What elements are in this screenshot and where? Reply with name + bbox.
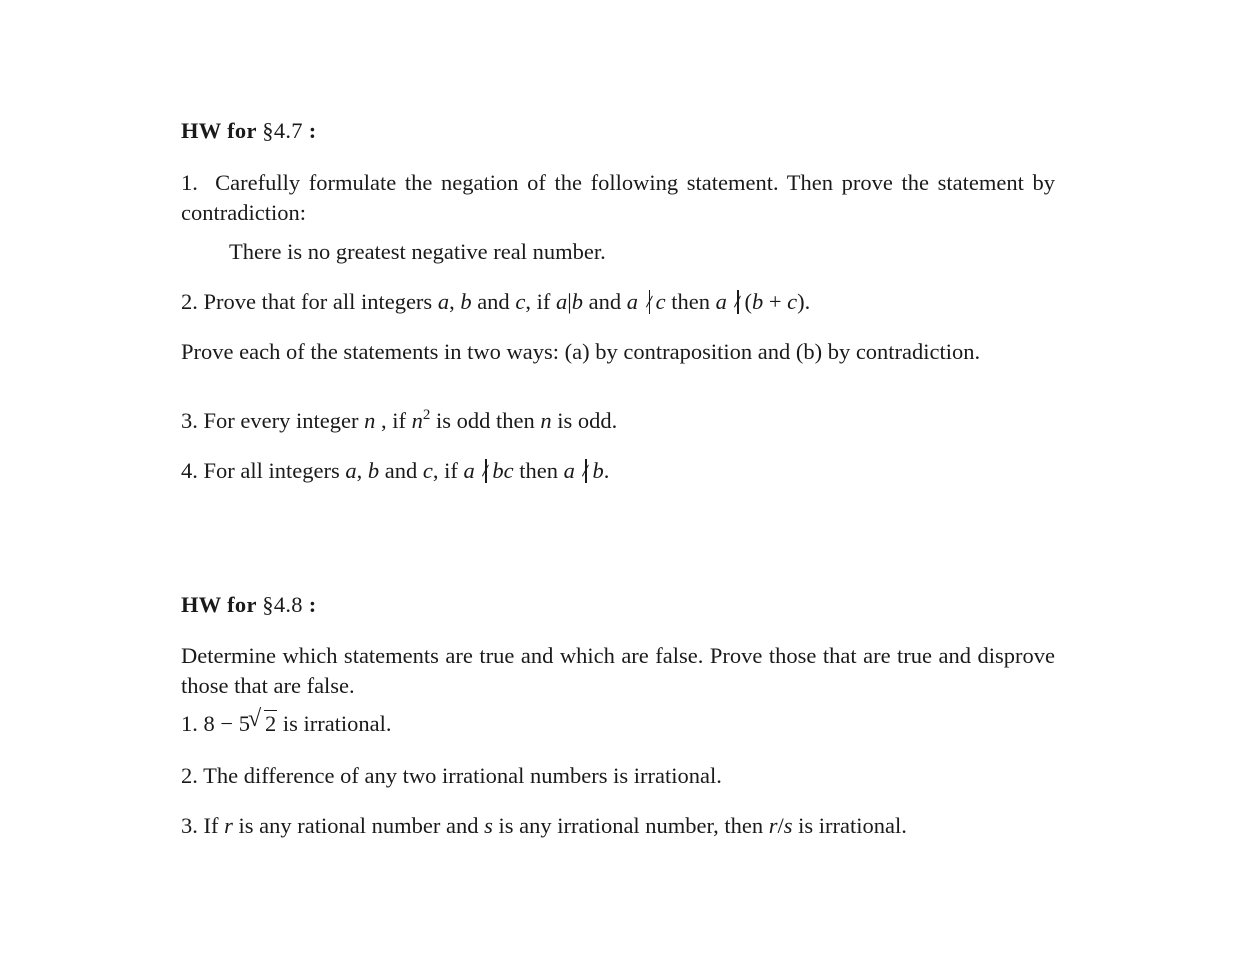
not-divides-symbol: [732, 291, 744, 313]
instructions-paragraph: Prove each of the statements in two ways: (a) by contraposition and (b) by contradiction.: [181, 339, 981, 364]
math-var: c: [515, 289, 526, 314]
math-var: bc: [492, 458, 514, 483]
math-var: b: [460, 289, 472, 314]
problem-4: 4. For all integers a, b and c, if a bc then a b.: [181, 458, 610, 483]
math-var: b: [751, 289, 764, 314]
math-var: a: [345, 458, 357, 483]
problem-number: 3.: [181, 813, 198, 838]
square-root: [247, 706, 277, 739]
text-run: , if: [380, 408, 406, 433]
math-var: a: [555, 289, 568, 314]
section-4-8-heading: [181, 590, 1055, 620]
problem-number: 1.: [181, 170, 198, 195]
text-run: , if: [525, 289, 551, 314]
plus-symbol: +: [768, 289, 782, 314]
section-number: §4.7: [262, 118, 303, 143]
section-number: §4.8: [262, 592, 303, 617]
math-var: b: [592, 458, 604, 483]
exponent: 2: [422, 407, 431, 423]
math-var: n: [411, 408, 423, 433]
radicand: 2: [264, 711, 277, 736]
section-4-8-intro: Determine which statements are true and which are false. Prove those that are true and disprove those that are false.: [181, 643, 1055, 698]
problem-1-statement: There is no greatest negative real number.: [229, 239, 606, 264]
math-var: s: [484, 813, 493, 838]
text-run: is irrational.: [282, 711, 392, 736]
heading-colon: :: [308, 118, 317, 143]
slash-symbol: /: [777, 813, 784, 838]
question-1: [181, 706, 1055, 739]
text-run: and: [384, 458, 418, 483]
math-var: a: [463, 458, 475, 483]
problem-number: 1.: [181, 711, 198, 736]
text-run: , if: [432, 458, 458, 483]
math-var: r: [768, 813, 778, 838]
section-4-7-heading: [181, 116, 1055, 146]
text-run: then: [671, 289, 710, 314]
math-var: b: [367, 458, 380, 483]
math-var: c: [655, 289, 666, 314]
problem-number: 4.: [181, 458, 198, 483]
problem-1-text: Carefully formulate the negation of the following statement. Then prove the statement by contradiction:: [181, 170, 1056, 225]
math-var: s: [783, 813, 793, 838]
problem-number: 2.: [181, 289, 198, 314]
problem-3: [181, 406, 1055, 436]
math-var: r: [224, 813, 233, 838]
text-run: then: [519, 458, 558, 483]
question-3: [181, 811, 1055, 841]
math-var: a: [437, 289, 450, 314]
heading-colon: :: [308, 592, 317, 617]
divides-symbol: |: [567, 289, 572, 314]
text-run: and: [477, 289, 510, 314]
question-2: [181, 761, 1055, 791]
text-run: and: [588, 289, 622, 314]
text-run: is odd then: [435, 408, 535, 433]
heading-label: HW for: [181, 118, 257, 143]
math-var: n: [364, 408, 376, 433]
math-var: a: [563, 458, 575, 483]
text-run: ,: [449, 289, 455, 314]
text-run: For every integer: [203, 408, 359, 433]
text-run: is irrational.: [798, 813, 907, 838]
text-run: (: [744, 289, 752, 314]
problem-number: 3.: [181, 408, 198, 433]
text-run: .: [603, 458, 610, 483]
math-var: c: [787, 289, 798, 314]
math-var: n: [540, 408, 552, 433]
text-run: For all integers: [203, 458, 340, 483]
text-run: ).: [797, 289, 811, 314]
text-run: is odd.: [557, 408, 618, 433]
math-var: b: [571, 289, 583, 314]
math-var: a: [626, 289, 638, 314]
text-run: Prove that for all integers: [203, 289, 433, 314]
not-divides-symbol: [580, 460, 592, 482]
problem-1: [181, 168, 1055, 227]
question-2-text: The difference of any two irrational numbers is irrational.: [203, 763, 722, 788]
radical-sign: √: [247, 706, 262, 732]
math-var: a: [715, 289, 727, 314]
heading-label: HW for: [181, 592, 257, 617]
expression: 8 − 5: [203, 711, 250, 736]
text-run: is any irrational number, then: [498, 813, 764, 838]
not-divides-symbol: [644, 291, 656, 313]
problem-2: [181, 287, 1055, 317]
problem-number: 2.: [181, 763, 198, 788]
text-run: is any rational number and: [238, 813, 479, 838]
not-divides-symbol: [480, 460, 492, 482]
math-var: c: [422, 458, 433, 483]
text-run: If: [203, 813, 219, 838]
